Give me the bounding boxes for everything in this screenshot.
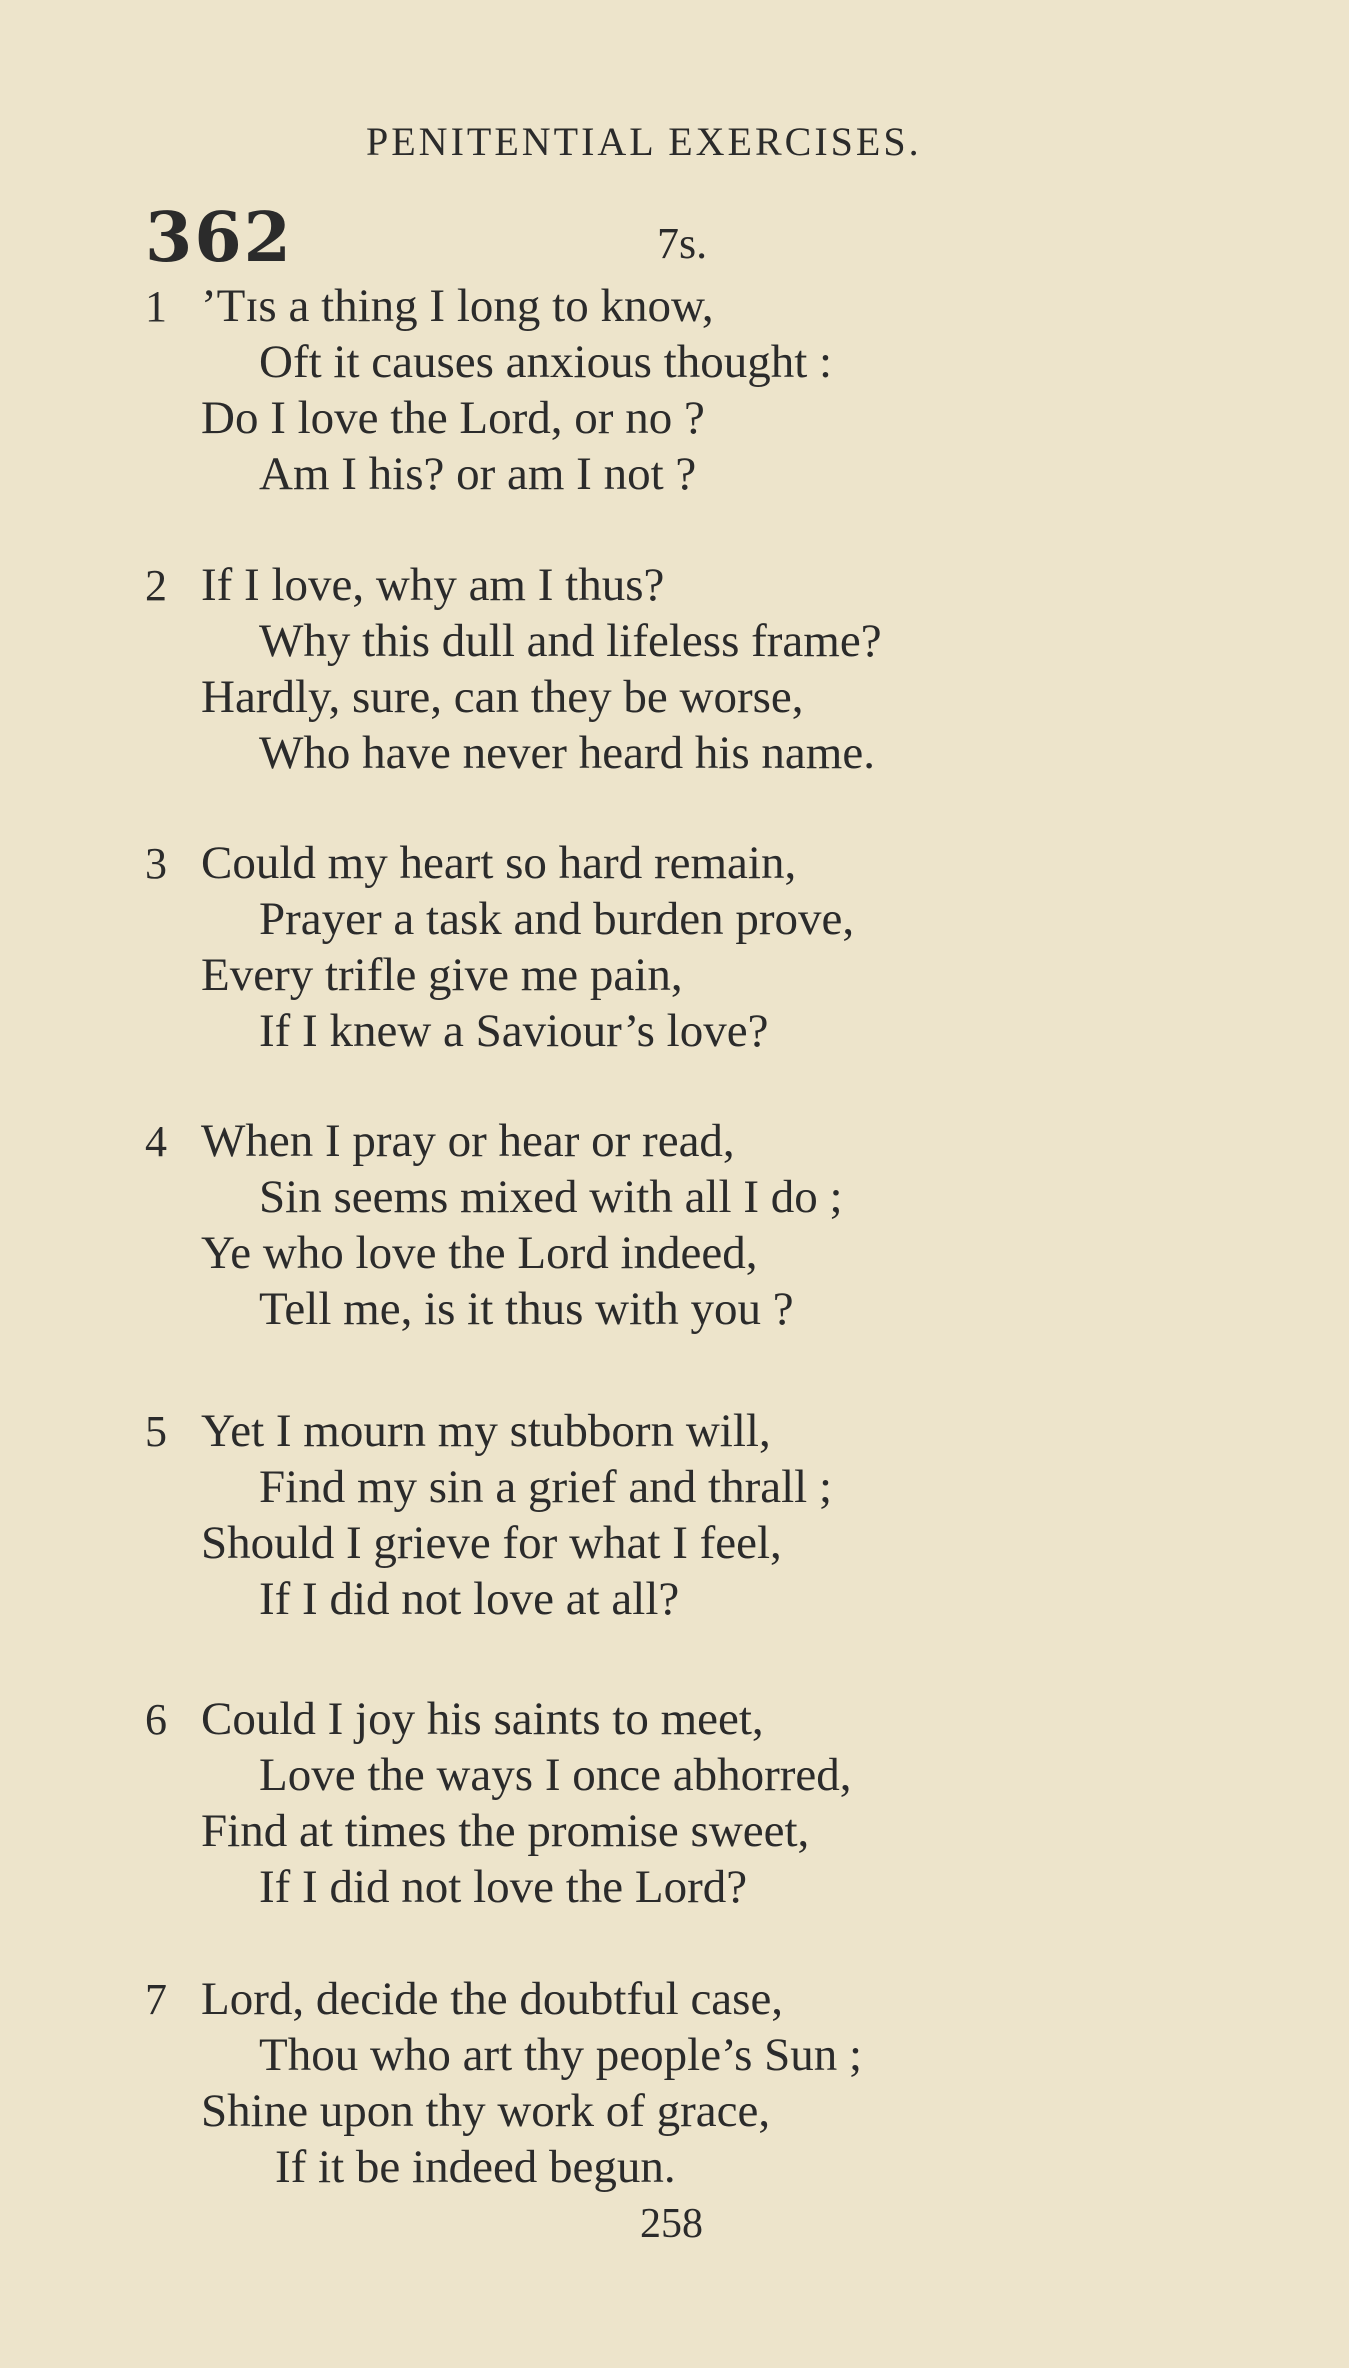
- verse-line: Lord, decide the doubtful case,: [201, 1973, 784, 2025]
- verse-line: Shine upon thy work of grace,: [201, 2085, 771, 2137]
- running-header: PENITENTIAL EXERCISES.: [366, 119, 922, 164]
- verse-line: Am I his? or am I not ?: [259, 448, 697, 500]
- verse-line: Who have never heard his name.: [259, 727, 875, 779]
- verse-line: Hardly, sure, can they be worse,: [201, 671, 804, 723]
- verse-line: Do I love the Lord, or no ?: [201, 392, 705, 444]
- verse-line: Yet I mourn my stubborn will,: [201, 1405, 771, 1457]
- verse-line: Oft it causes anxious thought :: [259, 336, 833, 388]
- stanza-number: 4: [145, 1117, 167, 1166]
- stanza-number: 6: [145, 1695, 167, 1744]
- stanza-number: 3: [145, 839, 167, 888]
- verse-line: If it be indeed begun.: [275, 2141, 676, 2193]
- verse-line: Could my heart so hard remain,: [201, 837, 797, 889]
- verse-line: Should I grieve for what I feel,: [201, 1517, 782, 1569]
- page-number: 258: [640, 2201, 703, 2247]
- verse-line: If I knew a Saviour’s love?: [259, 1005, 769, 1057]
- hymn-meter: 7s.: [657, 219, 708, 268]
- verse-line: Thou who art thy people’s Sun ;: [259, 2029, 863, 2081]
- verse-line: Sin seems mixed with all I do ;: [259, 1171, 843, 1223]
- stanza-number: 5: [145, 1407, 167, 1456]
- verse-line: ’Tɪs a thing I long to know,: [201, 280, 714, 332]
- verse-line: Every trifle give me pain,: [201, 949, 683, 1001]
- verse-line: Prayer a task and burden prove,: [259, 893, 855, 945]
- verse-line: Why this dull and lifeless frame?: [259, 615, 882, 667]
- hymn-number: 362: [145, 198, 293, 278]
- verse-line: If I love, why am I thus?: [201, 559, 665, 611]
- stanza-number: 1: [145, 282, 167, 331]
- verse-line: Ye who love the Lord indeed,: [201, 1227, 758, 1279]
- verse-line: Could I joy his saints to meet,: [201, 1693, 764, 1745]
- verse-line: Love the ways I once abhorred,: [259, 1749, 852, 1801]
- verse-line: When I pray or hear or read,: [201, 1115, 735, 1167]
- verse-line: Find at times the promise sweet,: [201, 1805, 810, 1857]
- verse-line: Find my sin a grief and thrall ;: [259, 1461, 833, 1513]
- verse-line: If I did not love the Lord?: [259, 1861, 748, 1913]
- verse-line: Tell me, is it thus with you ?: [259, 1283, 794, 1335]
- stanza-number: 2: [145, 561, 167, 610]
- verse-line: If I did not love at all?: [259, 1573, 680, 1625]
- stanza-number: 7: [145, 1975, 167, 2024]
